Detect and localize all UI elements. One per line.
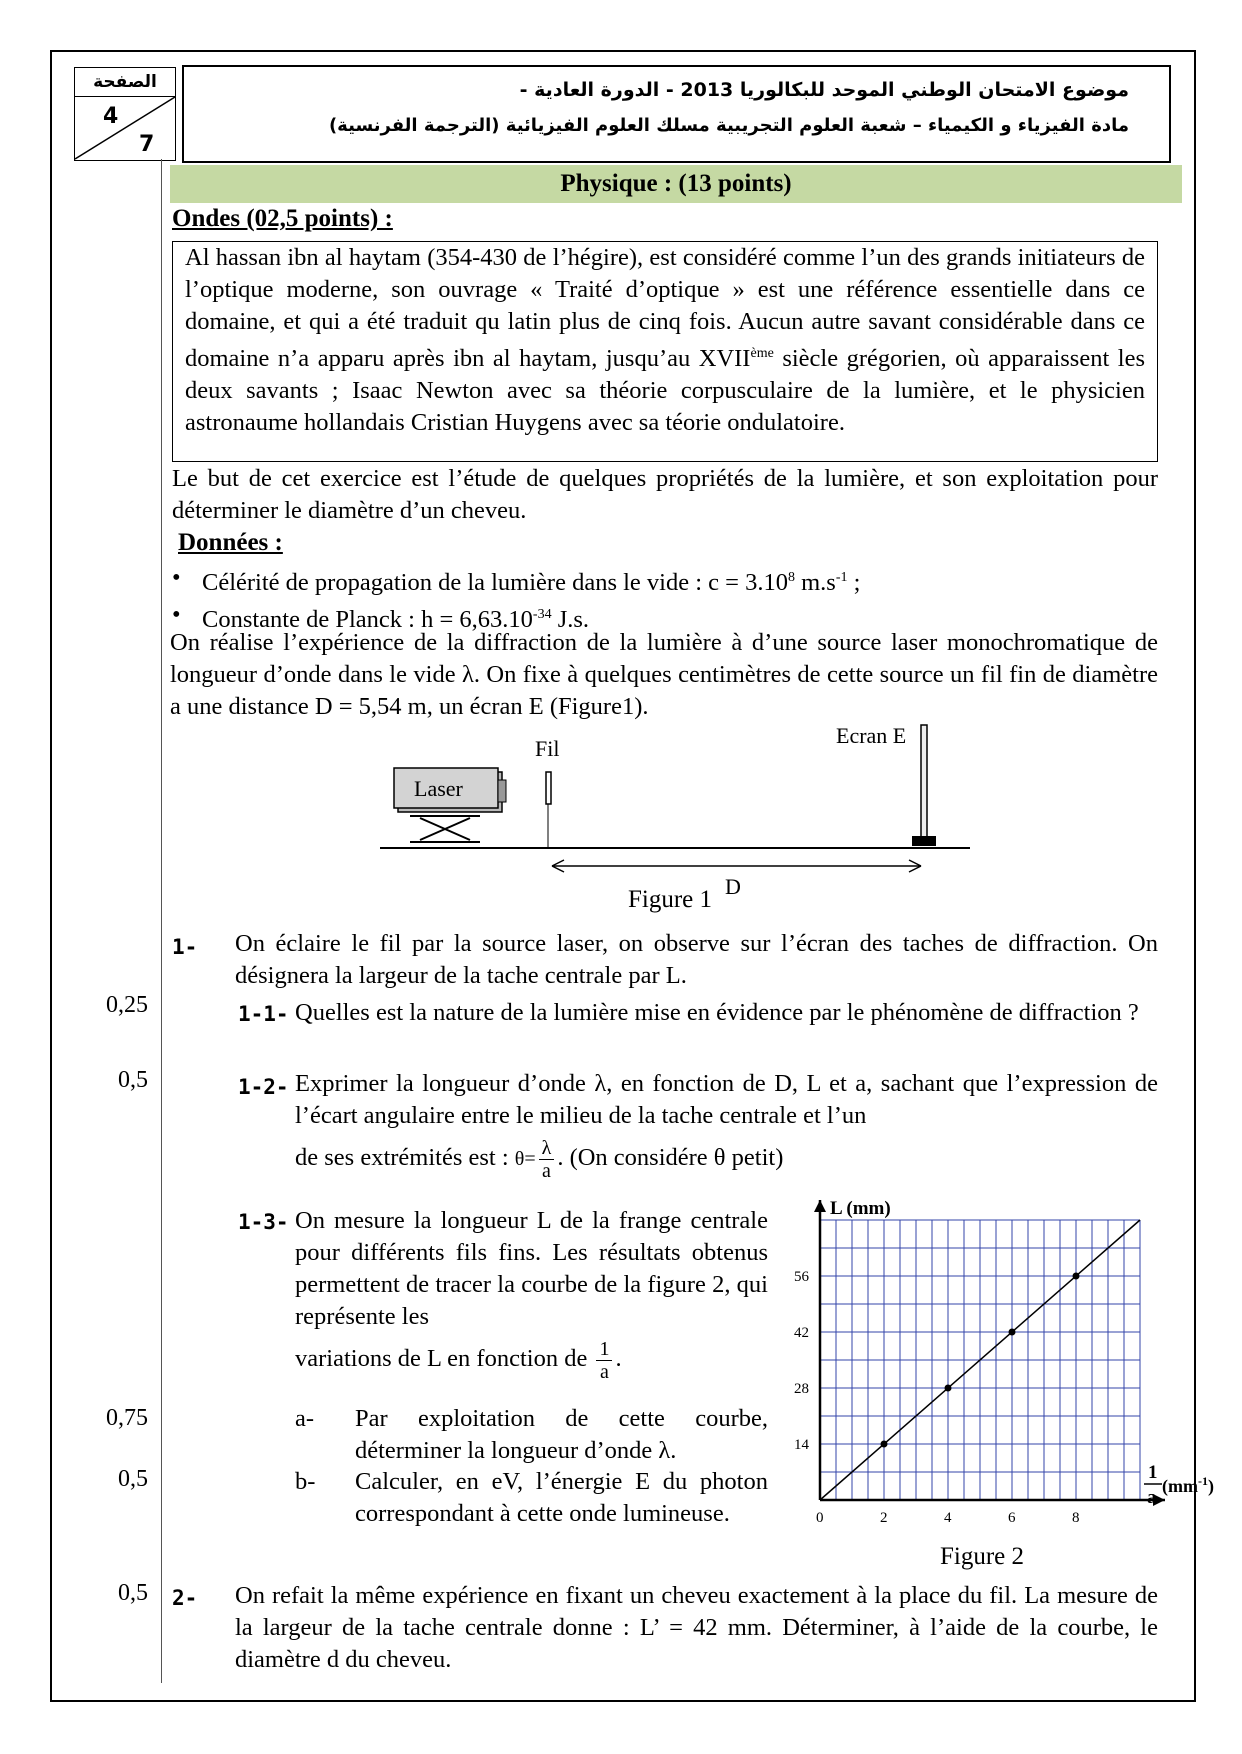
goal-text: Le but de cet exercice est l’étude de quelques propriétés de la lumière, et son exploitation pour déterminer le diamètre d’un cheveu. [172, 465, 1158, 524]
frac-den: a [542, 1160, 551, 1182]
page-divider-diagonal [75, 97, 175, 159]
lambda-over-a [539, 1137, 555, 1182]
q1-text: On éclaire le fil par la source laser, on observe sur l’écran des taches de diffraction. On désignera la largeur de la tache centrale par L. [235, 930, 1158, 989]
q11-number: 1-1- [238, 1002, 289, 1026]
planck-exp: -34 [532, 607, 552, 623]
page-total: 7 [139, 132, 155, 157]
wire [546, 772, 551, 804]
x-tick-label: 2 [880, 1510, 888, 1526]
frac-num: λ [539, 1137, 555, 1160]
x-tick-label: 0 [816, 1510, 824, 1526]
x-tick-label: 6 [1008, 1510, 1016, 1526]
qb-number: b- [295, 1468, 316, 1495]
quote-sup: ème [750, 346, 774, 361]
q13-text3: . [615, 1345, 622, 1373]
q2-text: On refait la même expérience en fixant un cheveu exactement à la place du fil. La mesure de la largeur de la tache centrale donne : L’ = 42 mm. Déterminer, à l’aide de la courbe, le diamètre d du cheveu. [235, 1582, 1158, 1673]
laser-nozzle [498, 780, 506, 802]
q12-text: Exprimer la longueur d’onde λ, en fonction de D, L et a, sachant que l’expression de l’écart angulaire entre le milieu de la tache centrale et l’un [295, 1070, 1158, 1129]
page-number: 4 [103, 104, 119, 129]
screen-e [921, 725, 927, 837]
screen-base [912, 836, 936, 846]
celerity-unit-exp: -1 [835, 570, 848, 585]
distance-d-label: D [725, 874, 741, 899]
frac-num-1: 1 [596, 1338, 612, 1361]
q2-number: 2- [172, 1586, 198, 1610]
y-tick-label: 14 [794, 1437, 809, 1453]
data-point [945, 1385, 952, 1392]
theta-symbol: θ= [514, 1148, 536, 1171]
q12-text2: de ses extrémités est : [295, 1144, 515, 1172]
q2-points: 0,5 [118, 1580, 148, 1606]
figure-1-caption: Figure 1 [628, 886, 713, 913]
experiment-text: On réalise l’expérience de la diffraction de la lumière à d’une source laser monochromatique de longueur d’onde dans le vide λ. On fixe à quelques centimètres de cette source un fil fin de diamètre a une distance D = 5,54 m, un écran E (Figure1). [170, 629, 1158, 720]
q13-line [295, 1338, 768, 1383]
qb-points: 0,5 [118, 1466, 148, 1492]
exam-subtitle: مادة الفيزياء و الكيمياء – شعبة العلوم التجريبية مسلك العلوم الفيزيائية (الترجمة الفرنسية) [328, 115, 1129, 136]
qa-points: 0,75 [106, 1405, 148, 1431]
qa-number: a- [295, 1405, 315, 1432]
x-tick-label: 8 [1072, 1510, 1080, 1526]
section-title: Physique : (13 points) [170, 165, 1182, 203]
donnees-list [166, 562, 1156, 636]
qa-text: Par exploitation de cette courbe, déterminer la longueur d’onde λ. [355, 1405, 768, 1464]
q11-points: 0,25 [106, 992, 148, 1018]
exam-header [182, 65, 1171, 163]
q13-text2: variations de L en fonction de [295, 1345, 594, 1373]
q13-text: On mesure la longueur L de la frange centrale pour différents fils fins. Les résultats obtenus permettent de tracer la courbe de la figure 2, qui représente les [295, 1207, 768, 1330]
frac-den-a: a [600, 1361, 609, 1383]
q12-formula-line [295, 1137, 1158, 1182]
celerity-unit: m.s [794, 569, 836, 597]
figure-2-caption: Figure 2 [940, 1543, 1025, 1570]
planck-end: J.s. [551, 606, 590, 634]
fil-label: Fil [535, 736, 560, 761]
y-tick-label: 42 [794, 1325, 809, 1341]
x-label-den: a [1147, 1487, 1157, 1508]
celerity-end: ; [847, 569, 861, 597]
donnees-title: Données : [178, 529, 283, 556]
x-label-unit: $(mm^{-1})$ [1162, 1474, 1214, 1496]
y-axis-arrow [814, 1200, 826, 1212]
data-point [1073, 1273, 1080, 1280]
y-tick-label: 56 [794, 1269, 809, 1285]
data-point [1009, 1329, 1016, 1336]
qb-text: Calculer, en eV, l’énergie E du photon correspondant à cette onde lumineuse. [355, 1468, 768, 1527]
celerity-text: Célérité de propagation de la lumière dans le vide : c = 3.10 [202, 569, 788, 597]
exercise-title: Ondes (02,5 points) : [172, 205, 393, 232]
donnee-celerity [166, 562, 1156, 599]
historical-quote [172, 241, 1158, 462]
page-label: الصفحة [75, 68, 175, 97]
q12-text3: . (On considére θ petit) [557, 1144, 784, 1172]
laser-stand [410, 816, 480, 842]
quote-text-2: siècle grégorien, où apparaissent les deux savants ; Isaac Newton avec sa théorie corpusculaire de la lumière, et le physicien astronaume hollandais Cristian Huygens avec sa téorie ondulatoire. [185, 345, 1145, 437]
q1-number: 1- [172, 935, 198, 959]
y-axis-label: L (mm) [830, 1198, 891, 1219]
q13-number: 1-3- [238, 1210, 289, 1234]
x-label-num: 1 [1148, 1462, 1158, 1483]
exam-title: موضوع الامتحان الوطني الموحد للبكالوريا 2013 - الدورة العادية - [519, 79, 1129, 101]
planck-text: Constante de Planck : h = 6,63.10 [202, 606, 533, 634]
one-over-a [596, 1338, 612, 1383]
q12-number: 1-2- [238, 1075, 289, 1099]
margin-line [161, 159, 162, 1683]
ecran-label: Ecran E [836, 723, 907, 748]
laser-label: Laser [414, 776, 463, 801]
q11-text: Quelles est la nature de la lumière mise en évidence par le phénomène de diffraction ? [295, 999, 1139, 1026]
q12-points: 0,5 [118, 1067, 148, 1093]
celerity-exp: 8 [787, 570, 795, 585]
quote-text-1: Al hassan ibn al haytam (354-430 de l’hégire), est considéré comme l’un des grands initiateurs de l’optique moderne, son ouvrage « Traité d’optique » est une référence essentielle dans ce domaine, et qui a été traduit qu latin plus de cinq fois. Aucun autre savant considérable dans ce domaine n’a apparu après ibn al haytam, jusqu’au XVII [185, 244, 1145, 373]
figure-2-chart [790, 1198, 1214, 1540]
x-tick-label: 4 [944, 1510, 952, 1526]
data-point [881, 1441, 888, 1448]
page-number-box [74, 67, 176, 161]
y-tick-label: 28 [794, 1381, 809, 1397]
